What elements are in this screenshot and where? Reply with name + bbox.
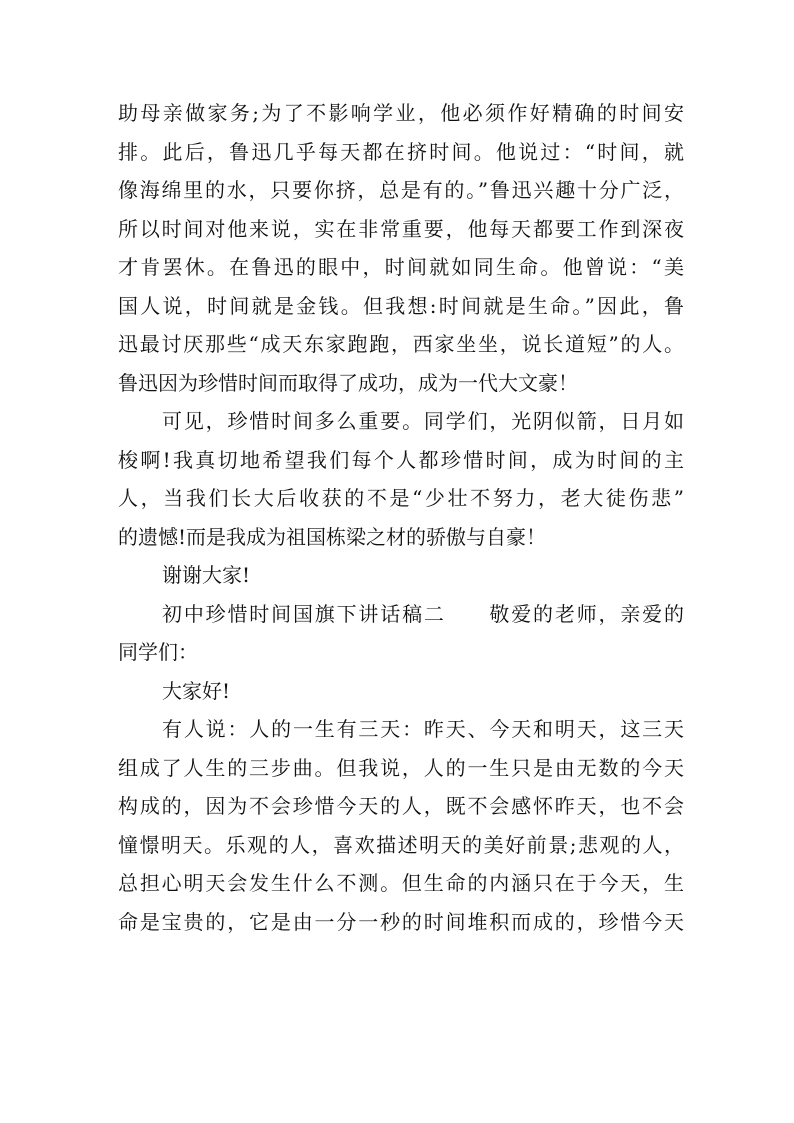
text-line: 才肯罢休。在鲁迅的眼中，时间就如同生命。他曾说：“美 [118,255,684,279]
text-line: 助母亲做家务;为了不影响学业，他必须作好精确的时间安 [118,101,684,125]
text-line: 命是宝贵的，它是由一分一秒的时间堆积而成的，珍惜今天 [118,909,684,934]
text-line: 迅最讨厌那些“成天东家跑跑，西家坐坐，说长道短”的人。 [118,332,684,356]
text-line: 憧憬明天。乐观的人，喜欢描述明天的美好前景;悲观的人， [118,832,684,857]
text-line: 梭啊!我真切地希望我们每个人都珍惜时间，成为时间的主 [118,447,684,472]
text-line: 可见，珍惜时间多么重要。同学们，光阴似箭，日月如 [162,409,684,433]
text-line: 组成了人生的三步曲。但我说，人的一生只是由无数的今天 [118,755,684,780]
text-line: 构成的，因为不会珍惜今天的人，既不会感怀昨天，也不会 [118,794,684,818]
text-line: 人，当我们长大后收获的不是“少壮不努力，老大徒伤悲” [118,486,684,510]
text-line: 的遗憾!而是我成为祖国栋梁之材的骄傲与自豪！ [118,524,547,549]
text-line: 国人说，时间就是金钱。但我想:时间就是生命。”因此，鲁 [118,293,684,318]
text-line: 有人说：人的一生有三天：昨天、今天和明天，这三天 [162,717,684,741]
text-line: 鲁迅因为珍惜时间而取得了成功，成为一代大文豪！ [118,370,578,395]
text-line: 初中珍惜时间国旗下讲话稿二 敬爱的老师，亲爱的 [162,601,684,626]
text-line: 大家好! [162,678,231,703]
text-line: 排。此后，鲁迅几乎每天都在挤时间。他说过：“时间，就 [118,139,684,164]
document-page [118,94,684,941]
text-line: 所以时间对他来说，实在非常重要，他每天都要工作到深夜 [118,216,684,241]
text-line: 同学们： [118,640,198,664]
text-line: 谢谢大家! [162,563,251,587]
text-line: 像海绵里的水，只要你挤，总是有的。”鲁迅兴趣十分广泛， [118,178,684,202]
text-line: 总担心明天会发生什么不测。但生命的内涵只在于今天，生 [118,871,684,895]
